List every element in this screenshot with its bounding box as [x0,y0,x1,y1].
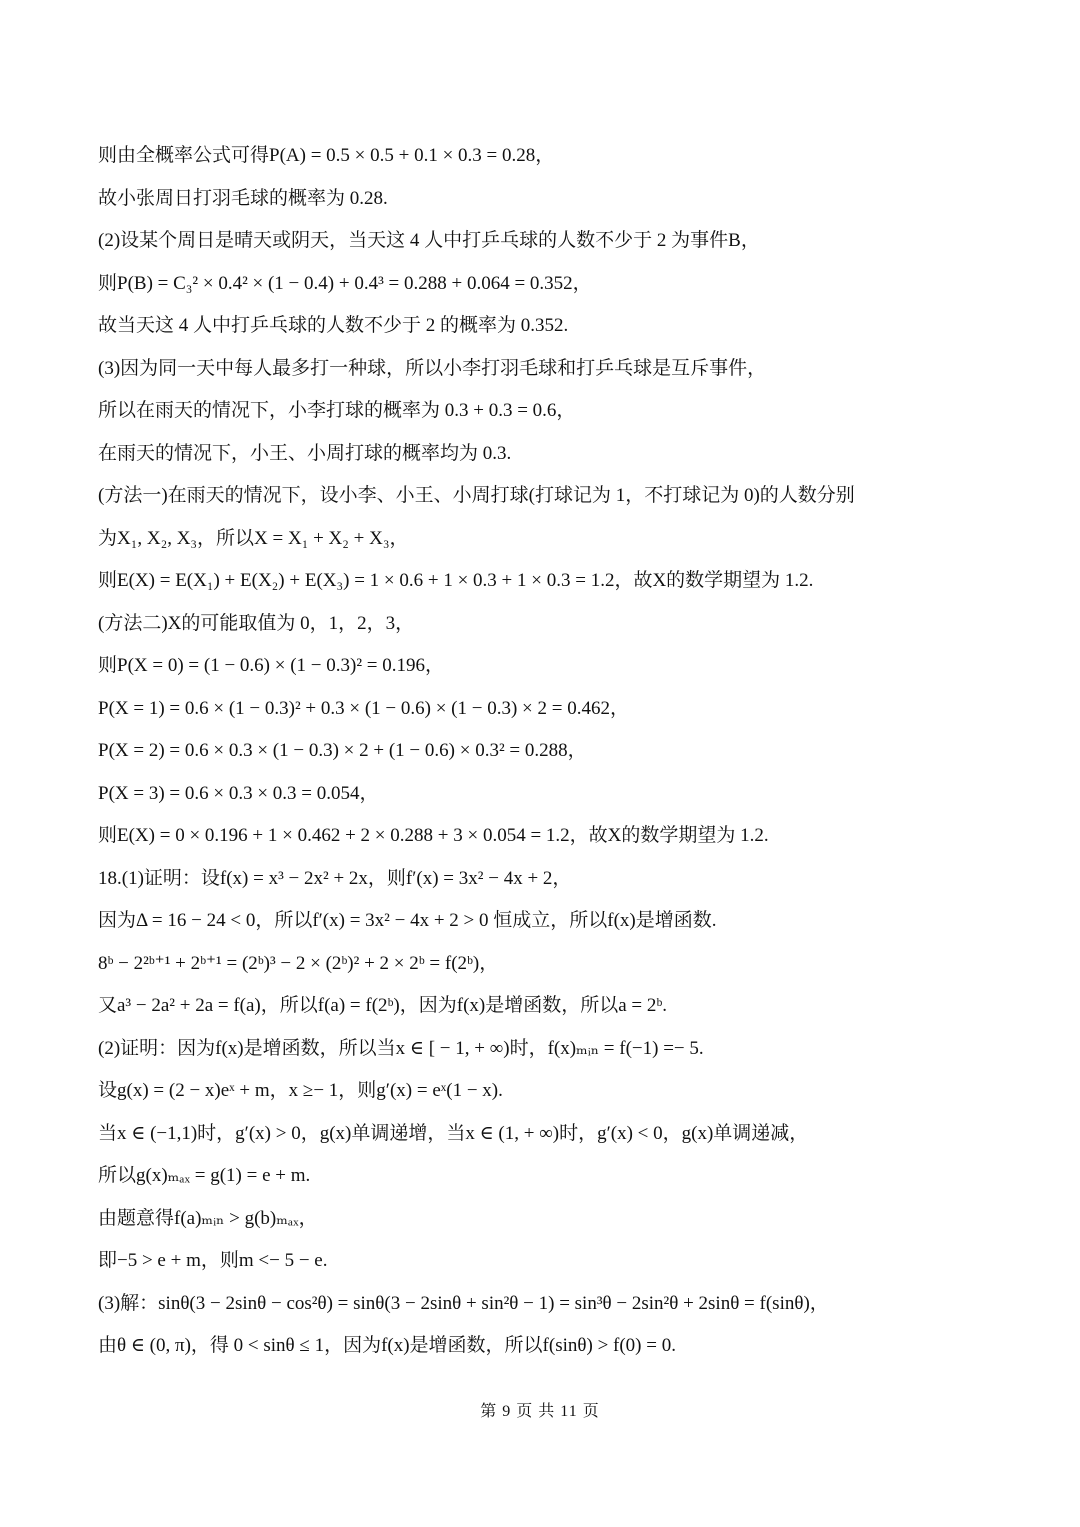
text-line: 因为Δ = 16 − 24 < 0，所以f′(x) = 3x² − 4x + 2 > 0 恒成立，所以f(x)是增函数. [98,910,717,931]
solution-body [98,135,978,1368]
text-line: 即−5 > e + m，则m <− 5 − e. [98,1250,328,1271]
text-line: 在雨天的情况下，小王、小周打球的概率均为 0.3. [98,442,512,464]
text-line: 故当天这 4 人中打乒乓球的人数不少于 2 的概率为 0.352. [98,315,569,336]
text-line: (方法二)X的可能取值为 0，1，2，3， [98,612,415,634]
text-line: (3)解：sinθ(3 − 2sinθ − cos²θ) = sinθ(3 − 2sinθ + sin²θ − 1) = sin³θ − 2sin²θ + 2sinθ = f(sinθ)， [98,1292,829,1314]
text-line: P(X = 3) = 0.6 × 0.3 × 0.3 = 0.054， [98,782,379,804]
text-line: 则由全概率公式可得P(A) = 0.5 × 0.5 + 0.1 × 0.3 = 0.28， [98,145,555,166]
text-line: 当x ∈ (−1,1)时，g′(x) > 0，g(x)单调递增，当x ∈ (1, + ∞)时，g′(x) < 0，g(x)单调递减， [98,1122,809,1144]
text-line: (3)因为同一天中每人最多打一种球，所以小李打羽毛球和打乒乓球是互斥事件， [98,357,767,379]
text-line: P(X = 1) = 0.6 × (1 − 0.3)² + 0.3 × (1 − 0.6) × (1 − 0.3) × 2 = 0.462， [98,697,629,719]
text-line: 18.(1)证明：设f(x) = x³ − 2x² + 2x，则f′(x) = 3x² − 4x + 2， [98,867,572,889]
text-line: 由题意得f(a)ₘᵢₙ > g(b)ₘₐₓ， [98,1207,318,1229]
text-line: 则E(X) = 0 × 0.196 + 1 × 0.462 + 2 × 0.288 + 3 × 0.054 = 1.2，故X的数学期望为 1.2. [98,825,769,846]
text-line: 所以g(x)ₘₐₓ = g(1) = e + m. [98,1165,311,1186]
text-line: 由θ ∈ (0, π)，得 0 < sinθ ≤ 1，因为f(x)是增函数，所以f(sinθ) > f(0) = 0. [98,1335,676,1356]
text-line: 则P(X = 0) = (1 − 0.6) × (1 − 0.3)² = 0.196， [98,655,444,676]
text-line: 设g(x) = (2 − x)eˣ + m，x ≥− 1，则g′(x) = eˣ(1 − x). [98,1080,503,1101]
text-line: (方法一)在雨天的情况下，设小李、小王、小周打球(打球记为 1，不打球记为 0)的人数分别 [98,485,855,506]
page-number-footer: 第 9 页 共 11 页 [480,1403,600,1420]
text-line: (2)证明：因为f(x)是增函数，所以当x ∈ [ − 1, + ∞)时，f(x)ₘᵢₙ = f(−1) =− 5. [98,1037,704,1059]
text-line: 则E(X) = E(X₁) + E(X₂) + E(X₃) = 1 × 0.6 + 1 × 0.3 + 1 × 0.3 = 1.2，故X的数学期望为 1.2. [98,570,814,591]
text-line: 所以在雨天的情况下，小李打球的概率为 0.3 + 0.3 = 0.6， [98,400,576,421]
text-line: 则P(B) = C₃² × 0.4² × (1 − 0.4) + 0.4³ = 0.288 + 0.064 = 0.352， [98,272,592,294]
text-line: 又a³ − 2a² + 2a = f(a)，所以f(a) = f(2ᵇ)，因为f(x)是增函数，所以a = 2ᵇ. [98,995,668,1016]
text-line: (2)设某个周日是晴天或阴天，当天这 4 人中打乒乓球的人数不少于 2 为事件B， [98,230,760,251]
text-line: 8ᵇ − 2²ᵇ⁺¹ + 2ᵇ⁺¹ = (2ᵇ)³ − 2 × (2ᵇ)² + 2 × 2ᵇ = f(2ᵇ)， [98,952,499,974]
text-line: 故小张周日打羽毛球的概率为 0.28. [98,187,388,209]
text-line: 为X₁, X₂, X₃，所以X = X₁ + X₂ + X₃， [98,527,409,549]
text-line: P(X = 2) = 0.6 × 0.3 × (1 − 0.3) × 2 + (1 − 0.6) × 0.3² = 0.288， [98,740,587,761]
